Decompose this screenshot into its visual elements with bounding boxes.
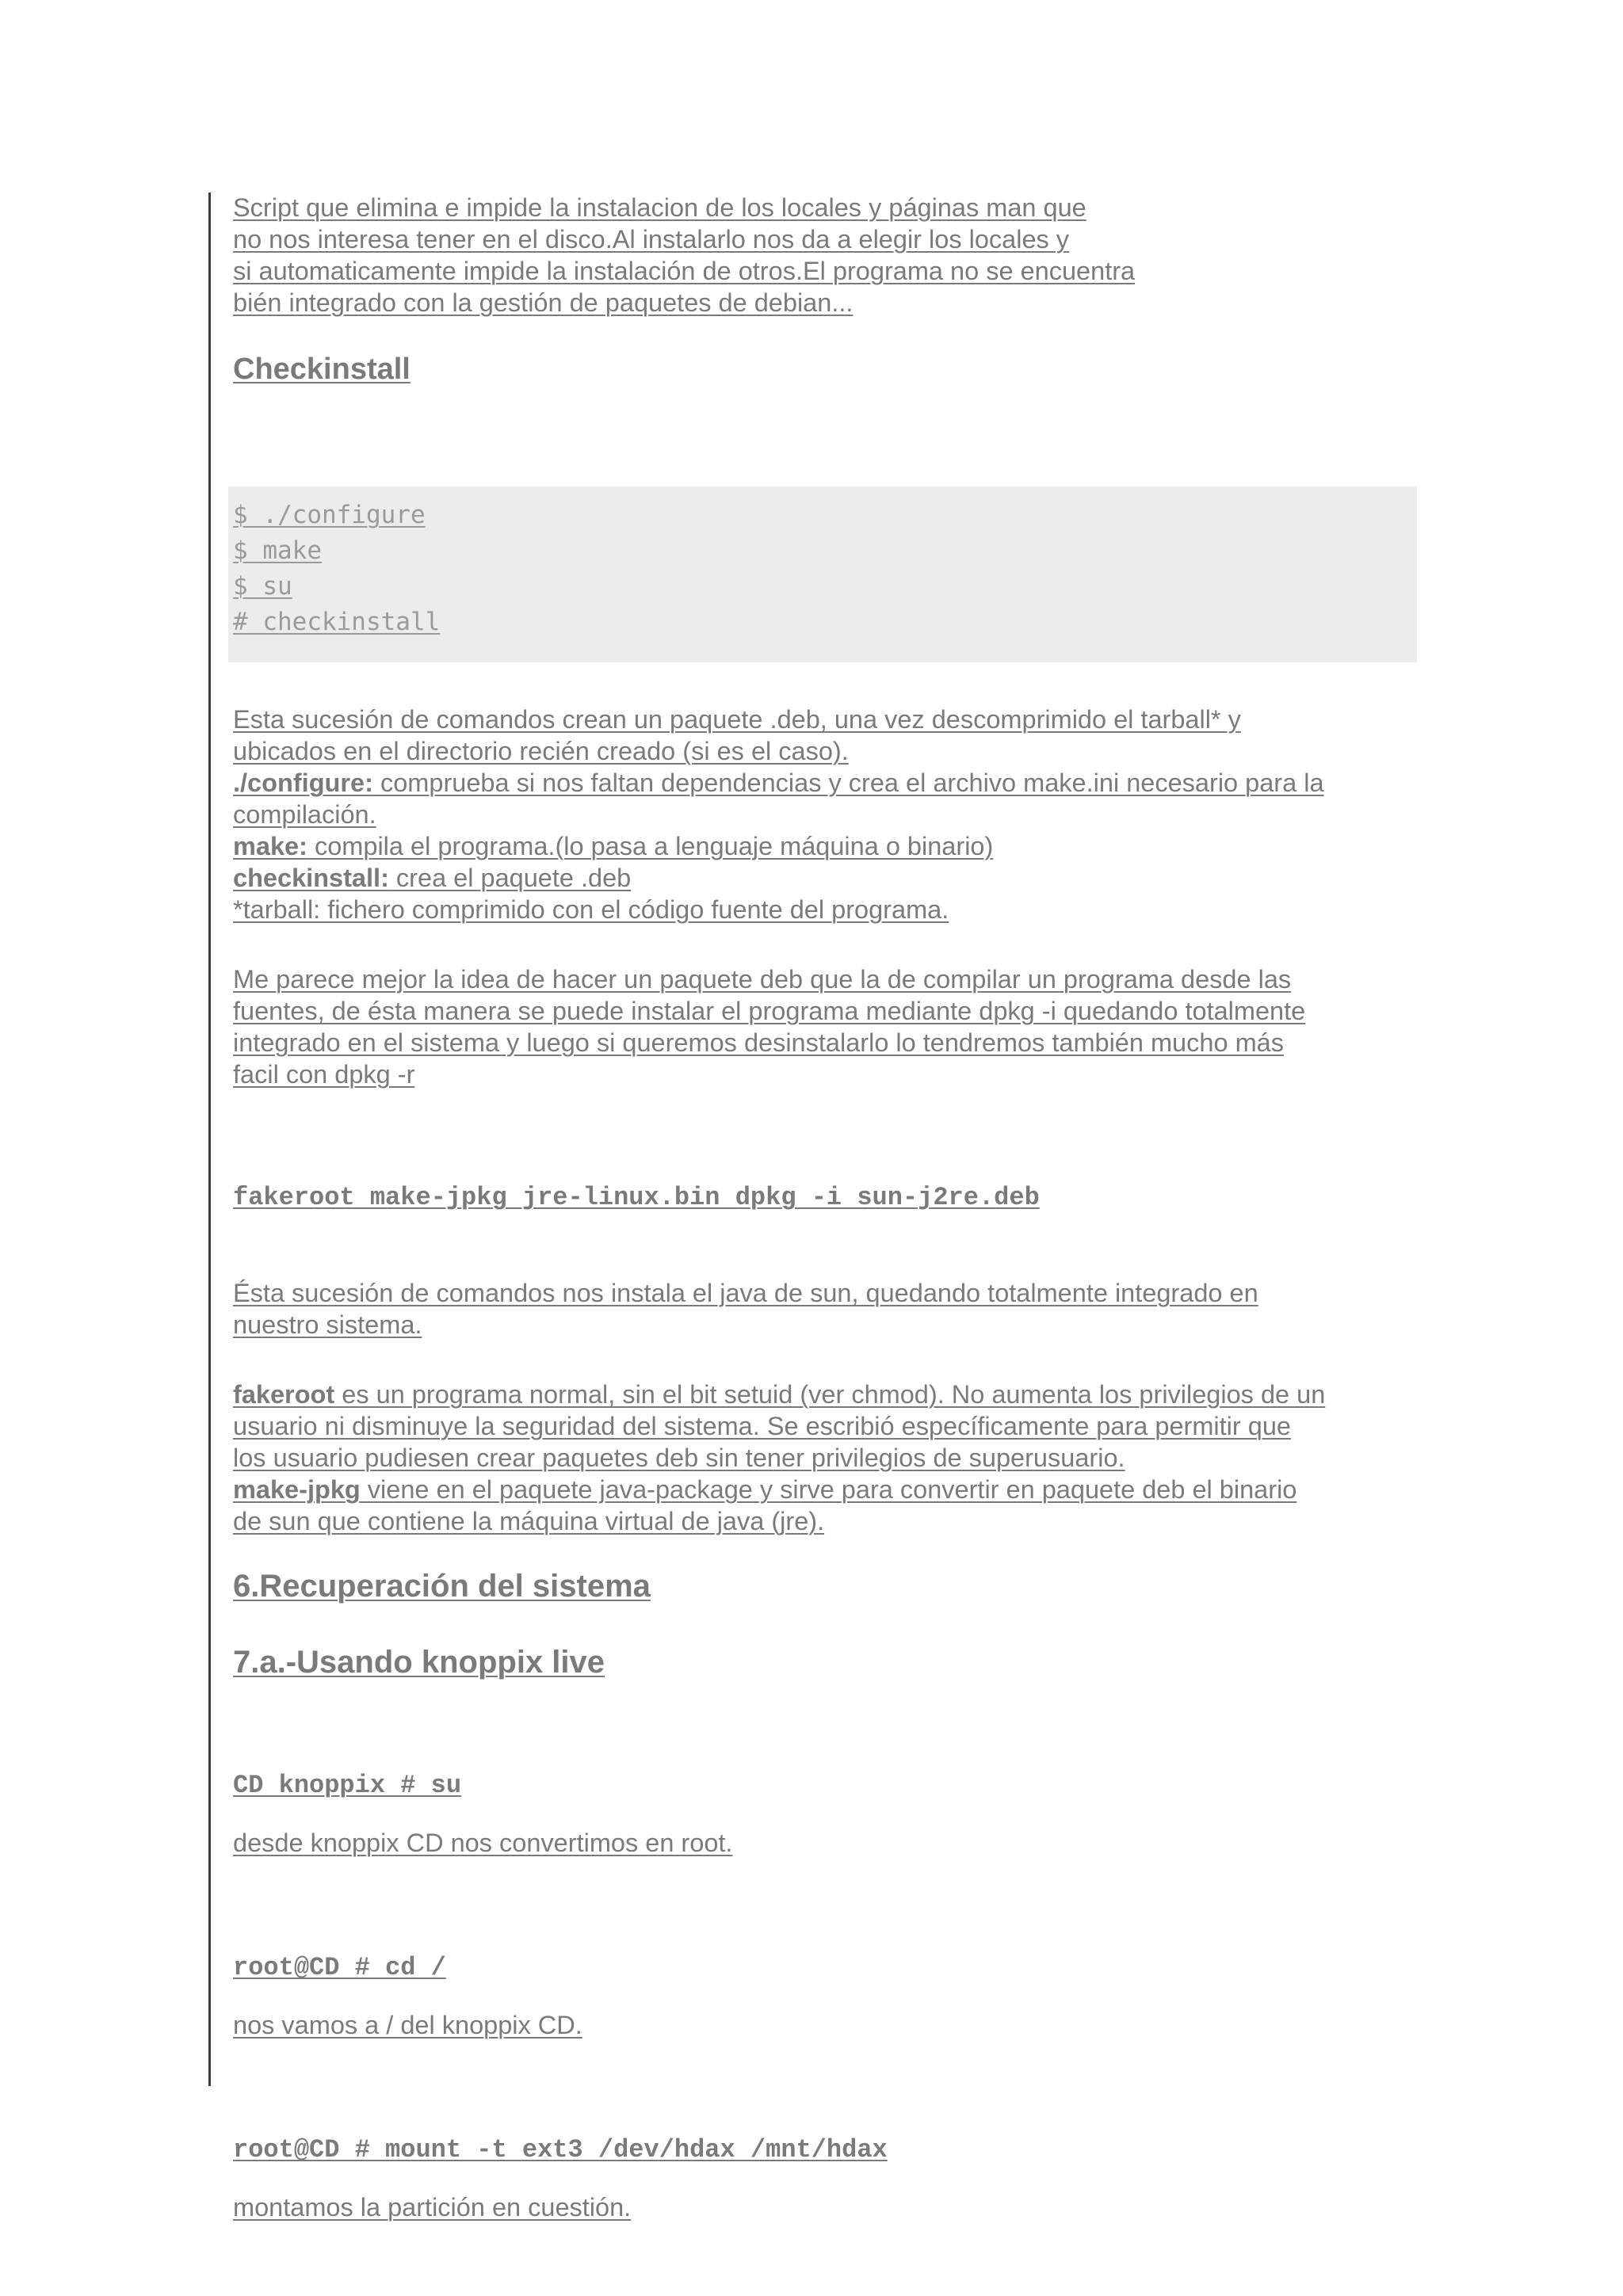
fakeroot-text: es un programa normal, sin el bit setuid (ver chmod). No aumenta los privilegios de un (334, 1380, 1326, 1409)
explanation-paragraph (233, 704, 1414, 925)
step-description: nos vamos a / del knoppix CD. (233, 2011, 582, 2039)
recovery-heading: 6.Recuperación del sistema (233, 1569, 651, 1604)
code-line: $ ./configure (233, 501, 426, 529)
code-block (228, 486, 1417, 662)
configure-text: comprueba si nos faltan dependencias y crea el archivo make.ini necesario para la (372, 769, 1324, 797)
intro-line: Script que elimina e impide la instalacion de los locales y páginas man que (233, 193, 1086, 222)
page-content (233, 192, 1414, 2223)
code-line: $ make (233, 536, 322, 565)
java-desc-line: nuestro sistema. (233, 1310, 422, 1339)
checkinstall-text: crea el paquete .deb (388, 864, 632, 892)
fakeroot-text: usuario ni disminuye la seguridad del sistema. Se escribió específicamente para permitir que (233, 1412, 1291, 1440)
opinion-paragraph (233, 963, 1414, 1090)
opinion-line: Me parece mejor la idea de hacer un paquete deb que la de compilar un programa desde las (233, 965, 1292, 994)
intro-line: bién integrado con la gestión de paquetes de debian... (233, 288, 854, 317)
opinion-line: facil con dpkg -r (233, 1060, 415, 1089)
fakeroot-paragraph (233, 1379, 1414, 1537)
make-text: compila el programa.(lo pasa a lenguaje máquina o binario) (307, 832, 994, 860)
recovery-step (233, 1770, 1414, 1859)
step-description: desde knoppix CD nos convertimos en root. (233, 1829, 733, 1857)
explanation-line: Esta sucesión de comandos crean un paquete .deb, una vez descomprimido el tarball* y (233, 705, 1241, 734)
recovery-step (233, 2134, 1414, 2223)
checkinstall-term: checkinstall: (233, 864, 389, 892)
step-command: CD knoppix # su (233, 1771, 462, 1800)
fakeroot-text: los usuario pudiesen crear paquetes deb sin tener privilegios de superusuario. (233, 1444, 1125, 1472)
fakeroot-term: fakeroot (233, 1380, 335, 1409)
java-command: fakeroot make-jpkg jre-linux.bin dpkg -i sun-j2re.deb (233, 1183, 1040, 1212)
intro-line: no nos interesa tener en el disco.Al instalarlo nos da a elegir los locales y (233, 225, 1070, 254)
tarball-note: *tarball: fichero comprimido con el código fuente del programa. (233, 895, 949, 924)
makejpkg-text: viene en el paquete java-package y sirve para convertir en paquete deb el binario (360, 1475, 1297, 1504)
makejpkg-term: make-jpkg (233, 1475, 361, 1504)
make-term: make: (233, 832, 307, 860)
configure-text-cont: compilación. (233, 800, 376, 829)
opinion-line: fuentes, de ésta manera se puede instalar el programa mediante dpkg -i quedando totalmente (233, 997, 1306, 1025)
checkinstall-heading: Checkinstall (233, 353, 411, 386)
configure-term: ./configure: (233, 769, 373, 797)
step-command: root@CD # cd / (233, 1953, 446, 1982)
code-line: $ su (233, 572, 292, 601)
opinion-line: integrado en el sistema y luego si queremos desinstalarlo lo tendremos también mucho más (233, 1028, 1284, 1057)
makejpkg-text: de sun que contiene la máquina virtual de java (jre). (233, 1507, 825, 1535)
change-bar (208, 193, 211, 2086)
step-command: root@CD # mount -t ext3 /dev/hdax /mnt/hdax (233, 2135, 888, 2164)
java-desc-line: Ésta sucesión de comandos nos instala el java de sun, quedando totalmente integrado en (233, 1279, 1258, 1307)
explanation-line: ubicados en el directorio recién creado (si es el caso). (233, 737, 849, 765)
code-line: # checkinstall (233, 608, 441, 636)
recovery-step (233, 1952, 1414, 2041)
java-description (233, 1277, 1414, 1341)
knoppix-heading: 7.a.-Usando knoppix live (233, 1645, 605, 1680)
step-description: montamos la partición en cuestión. (233, 2193, 632, 2222)
intro-paragraph (233, 192, 1414, 318)
intro-line: si automaticamente impide la instalación de otros.El programa no se encuentra (233, 257, 1136, 285)
